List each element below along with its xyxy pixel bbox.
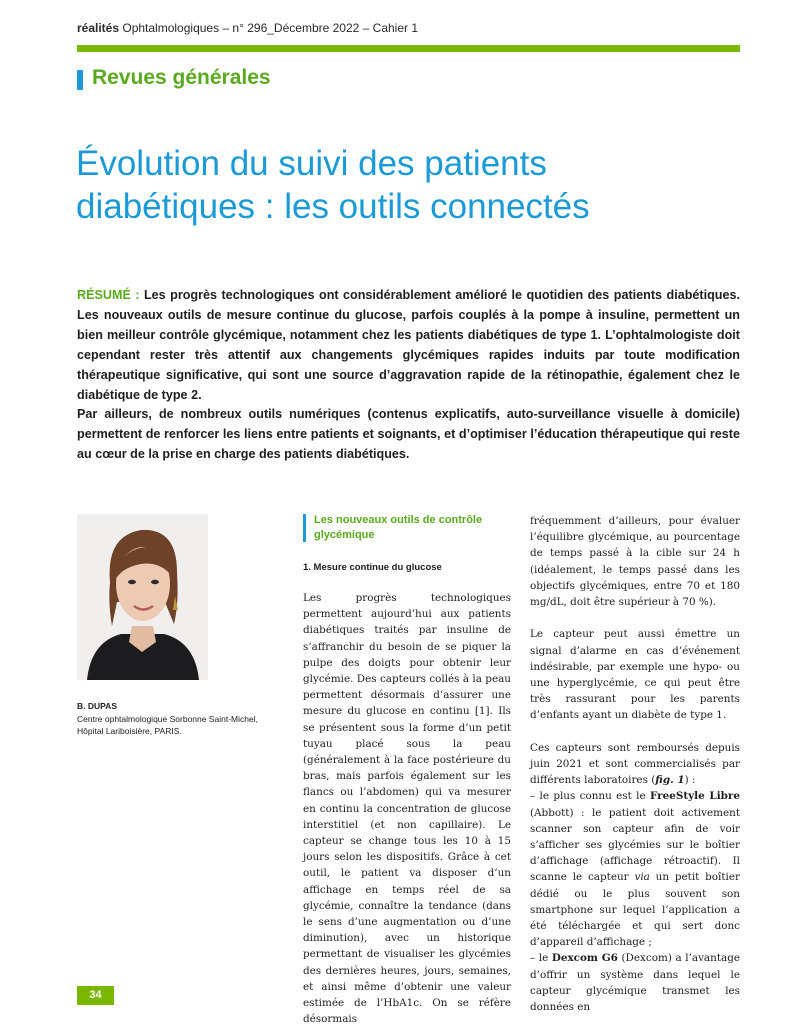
page-number: 34 (77, 986, 114, 1005)
brand-dexcom: Dexcom G6 (551, 952, 618, 965)
journal-brand: réalités (77, 21, 120, 35)
article-title-line-2: diabétiques : les outils connectés (76, 187, 590, 226)
list-text: un petit boîtier dédié ou le plus souvent son smartphone sur lequel l’application a été téléchargée et qui sert donc d’appareil d’affichage ; (530, 871, 740, 949)
body-paragraph-alarm: Le capteur peut aussi émettre un signal d’alarme en cas d’événement indésirable, par exemple une hypo- ou une hyperglycémie, ce qui peut être très rassurant pour les parents d’enfants ayant un diabète de type 1. (530, 628, 740, 722)
body-paragraph: Les progrès technologiques permettent aujourd’hui aux patients diabétiques traités par insuline de s’affranchir du besoin de se piquer la pulpe des doigts pour obtenir leur glycémie. Des capteurs collés à la peau permettent désormais d’assurer une mesure du glucose en continu [1]. Ils se présentent sous la forme d’un petit tuyau placé sous la peau (généralement à la face postérieure du bras, mais parfois également sur les flancs ou l’abdomen) qui va mesurer en continu la concentration de glucose interstitiel (et non capillaire). Le capteur se change tous les 10 à 15 jours selon les dispositifs. Grâce à cet outil, le patient va disposer d’un affichage en temps réel de sa glycémie, connaître la tendance (dans le sens d’une augmentation ou d’une diminution), avec un historique permettant de visualiser les glycémies des dernières heures, jours, semaines, et ainsi même d’obtenir une valeur estimée de l’HbA1c. On se réfère désormais (303, 592, 511, 1026)
abstract-text-1: Les progrès technologiques ont considérablement amélioré le quotidien des patients diabétiques. Les nouveaux outils de mesure continue du glucose, parfois couplés à la pompe à insuline, permettent un bien meilleur contrôle glycémique, notamment chez les patients diabétiques de type 1. L’ophtalmologiste doit cependant rester très attentif aux changements glycémiques rapides induits par toute modification thérapeutique significative, qui sont une source d’aggravation rapide de la rétinopathie, également chez le diabétique de type 2. (77, 288, 740, 402)
abstract (77, 286, 740, 465)
header-rule (77, 45, 740, 52)
body-column-2 (530, 513, 740, 1015)
sensors-text-a: Ces capteurs sont remboursés depuis juin 2021 et sont commercialisés par différents laboratoires ( (530, 741, 740, 787)
running-header (77, 21, 418, 35)
abstract-paragraph-2: Par ailleurs, de nombreux outils numériques (contenus explicatifs, auto-surveillance visuelle à domicile) permettent de renforcer les liens entre patients et soignants, et d’optimiser l’éducation thérapeutique qui reste au cœur de la prise en charge des patients diabétiques. (77, 407, 740, 462)
brand-freestyle: FreeStyle Libre (649, 790, 740, 803)
body-paragraph-continued: fréquemment d’ailleurs, pour évaluer l’équilibre glycémique, au pourcentage de temps passé à la cible sur 24 h (idéalement, le temps passé dans les objectifs glycémiques, entre 70 et 180 mg/dL, doit être supérieur à 70 %). (530, 515, 740, 609)
sensors-text-b: ) : (684, 774, 696, 787)
list-item-dexcom (530, 950, 740, 1015)
section-marker (77, 70, 83, 90)
via-word: via (634, 871, 650, 884)
author-photo (77, 514, 208, 680)
author-portrait-illustration (77, 514, 208, 680)
list-item-freestyle (530, 788, 740, 950)
subsection-marker (303, 514, 306, 542)
section-label: Revues générales (92, 66, 271, 89)
figure-ref: fig. 1 (655, 774, 685, 787)
subheading: 1. Mesure continue du glucose (303, 562, 442, 573)
author-affiliation (77, 713, 258, 737)
affiliation-line-2: Hôpital Lariboisière, PARIS. (77, 726, 182, 736)
affiliation-line-1: Centre ophtalmologique Sorbonne Saint-Michel, (77, 714, 258, 724)
list-text: (Abbott) : le patient doit activement scanner son capteur afin de voir s’afficher ses glycémies sur le boîtier d’affichage (affichage rétroactif). Il scanne le capteur (530, 806, 740, 884)
article-title (76, 142, 736, 228)
abstract-keyword: RÉSUMÉ : (77, 288, 140, 302)
abstract-paragraph (77, 286, 740, 405)
body-paragraph-sensors (530, 740, 740, 789)
article-title-line-1: Évolution du suivi des patients (76, 144, 547, 183)
list-text: (Dexcom) a l’avantage d’offrir un système dans lequel le capteur glycémique transmet les données en (530, 952, 740, 1014)
list-text: – le plus connu est le (530, 790, 650, 803)
list-text: – le (530, 952, 552, 965)
author-name: B. DUPAS (77, 701, 117, 711)
journal-issue: Ophtalmologiques – n° 296_Décembre 2022 – Cahier 1 (119, 21, 419, 35)
body-column-1 (303, 590, 511, 1027)
subsection-title: Les nouveaux outils de contrôle glycémique (314, 514, 483, 541)
